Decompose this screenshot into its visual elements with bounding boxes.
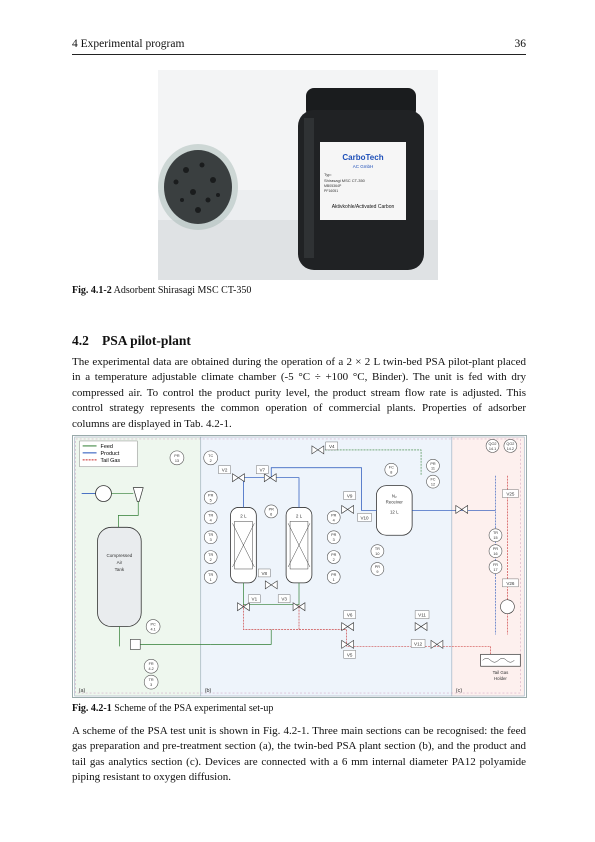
svg-text:FR: FR	[492, 563, 499, 568]
svg-text:3: 3	[209, 538, 212, 543]
svg-text:TR: TR	[374, 547, 380, 552]
svg-text:PR: PR	[331, 533, 337, 538]
svg-text:4: 4	[332, 518, 335, 523]
svg-text:16: 16	[493, 552, 498, 557]
paragraph-intro: The experimental data are obtained during the operation of a 2 × 2 L twin-bed PSA pilot-plant placed in a temperature adjustable climate chamber (-5 °C ÷ +100 °C, Binder). The unit is fed with dry compressed air. To control the product purity level, the product stream flow rate is adjusted. This control strategy represents the common operation of commercial plants. Properties of adsorber columns are displayed in Tab. 4.2-1.	[72, 356, 526, 430]
chapter-title: 4 Experimental program	[72, 38, 185, 50]
svg-text:PR: PR	[430, 461, 436, 466]
svg-text:11: 11	[431, 466, 435, 471]
svg-text:V7: V7	[259, 467, 266, 473]
svg-text:Air: Air	[116, 560, 123, 566]
figure-caption-2	[72, 703, 273, 714]
svg-text:V12: V12	[414, 641, 423, 647]
svg-text:Tail Gas: Tail Gas	[492, 670, 509, 676]
svg-text:PR: PR	[208, 493, 214, 498]
svg-text:PC: PC	[150, 622, 156, 627]
label-brand: CarboTech	[342, 153, 384, 162]
n2-receiver	[376, 486, 412, 536]
instrument-tr3a	[144, 675, 158, 689]
figure-text-2: Scheme of the PSA experimental set-up	[111, 703, 274, 714]
svg-text:FC: FC	[388, 465, 394, 470]
svg-text:2: 2	[332, 558, 335, 563]
svg-text:12 L: 12 L	[390, 509, 399, 515]
svg-text:14.1: 14.1	[488, 446, 497, 451]
label-typ: Typ:	[324, 172, 332, 177]
air-tank	[98, 527, 142, 626]
label-lot1: MB05364P	[324, 184, 342, 188]
svg-text:V10: V10	[360, 515, 369, 521]
svg-text:V9: V9	[346, 493, 353, 499]
svg-text:V8: V8	[261, 570, 268, 576]
svg-text:Tank: Tank	[114, 566, 125, 572]
instrument-fr42	[144, 659, 158, 673]
section-heading	[72, 333, 191, 349]
svg-text:8: 8	[390, 470, 393, 475]
svg-text:2: 2	[209, 558, 212, 563]
svg-text:V11: V11	[418, 612, 426, 618]
svg-text:TR: TR	[208, 513, 214, 518]
svg-text:QO2: QO2	[488, 441, 497, 446]
svg-text:PR: PR	[268, 507, 274, 512]
svg-text:V2: V2	[221, 467, 228, 473]
svg-text:1: 1	[209, 577, 212, 582]
legend-tail-gas: Tail Gas	[100, 457, 121, 464]
paragraph-scheme: A scheme of the PSA test unit is shown in Fig. 4.2-1. Three main sections can be recognised: the feed gas preparation and pre-treatment section (a), the twin-bed PSA plant section (b), and the product and tail gas analytics section (c). Devices are connected with a 6 mm internal diameter PA12 polyamide piping resistant to oxygen diffusion.	[72, 725, 526, 784]
svg-text:13: 13	[174, 458, 180, 463]
instrument-pc41	[146, 620, 160, 634]
svg-text:Compressed: Compressed	[106, 553, 133, 559]
column-right	[286, 507, 312, 582]
svg-text:17: 17	[493, 567, 498, 572]
section-title: PSA pilot-plant	[102, 333, 191, 348]
svg-text:V1: V1	[251, 596, 258, 602]
svg-text:PR: PR	[331, 553, 337, 558]
figure-caption-1	[72, 285, 251, 296]
svg-text:3: 3	[150, 683, 153, 688]
label-lot2: PF16051	[324, 189, 339, 193]
svg-text:10: 10	[375, 552, 380, 557]
label-product: Shirasagi MSC CT-350	[324, 178, 365, 183]
svg-text:4: 4	[209, 518, 212, 523]
svg-text:V6: V6	[346, 612, 353, 618]
svg-text:15: 15	[493, 536, 498, 541]
legend	[80, 441, 138, 467]
svg-text:9: 9	[376, 569, 379, 574]
svg-text:4.2: 4.2	[148, 667, 154, 672]
instrument-pr13	[170, 451, 184, 465]
svg-text:TR: TR	[208, 553, 214, 558]
psa-schematic	[72, 435, 527, 698]
svg-text:4.1: 4.1	[150, 627, 156, 632]
page-number: 36	[514, 38, 526, 50]
section-number: 4.2	[72, 333, 89, 348]
compressor-icon	[96, 486, 112, 502]
svg-text:V3: V3	[281, 596, 287, 602]
svg-text:5: 5	[209, 498, 212, 503]
label-brand-sub: AC GmbH	[352, 164, 374, 169]
svg-text:V26: V26	[506, 580, 515, 586]
svg-text:12: 12	[430, 482, 436, 487]
svg-text:TR: TR	[208, 533, 214, 538]
section-label-c: (c)	[455, 688, 463, 695]
svg-text:PR: PR	[174, 453, 180, 458]
svg-text:1: 1	[332, 577, 335, 582]
svg-text:PR: PR	[331, 572, 337, 577]
svg-text:2 L: 2 L	[240, 513, 247, 519]
svg-text:14.2: 14.2	[506, 446, 515, 451]
column-left	[231, 507, 257, 582]
svg-text:TR: TR	[208, 572, 214, 577]
svg-text:FR: FR	[148, 662, 154, 667]
legend-product: Product	[100, 450, 120, 457]
label-main: Aktivkohle/Activated Carbon	[331, 204, 395, 210]
svg-text:Holder: Holder	[494, 676, 507, 682]
figure-text-1: Adsorbent Shirasagi MSC CT-350	[111, 285, 252, 296]
svg-text:V5: V5	[346, 652, 353, 658]
svg-text:TC: TC	[208, 453, 214, 458]
svg-text:FC: FC	[430, 477, 436, 482]
page-header	[72, 36, 526, 55]
figure-number-2: Fig. 4.2-1	[72, 703, 112, 714]
svg-text:V4: V4	[328, 443, 335, 449]
figure-number-1: Fig. 4.1-2	[72, 285, 112, 296]
svg-text:PR: PR	[374, 564, 381, 569]
svg-text:PR: PR	[331, 513, 337, 518]
svg-text:2 L: 2 L	[295, 513, 303, 519]
svg-text:V25: V25	[506, 491, 515, 497]
svg-text:QO2: QO2	[506, 441, 515, 446]
section-label-b: (b)	[204, 688, 212, 695]
adsorbent-photo	[158, 70, 438, 280]
svg-text:3: 3	[332, 538, 335, 543]
svg-text:Receiver: Receiver	[385, 499, 403, 505]
svg-text:2: 2	[209, 458, 212, 463]
svg-text:N₂: N₂	[391, 493, 397, 499]
instrument-tc2	[204, 451, 218, 465]
svg-text:TR: TR	[492, 531, 499, 536]
section-label-a: (a)	[78, 688, 86, 695]
svg-text:TR: TR	[148, 678, 154, 683]
legend-feed: Feed	[100, 443, 113, 450]
svg-text:6: 6	[270, 512, 273, 517]
svg-text:PR: PR	[492, 547, 499, 552]
